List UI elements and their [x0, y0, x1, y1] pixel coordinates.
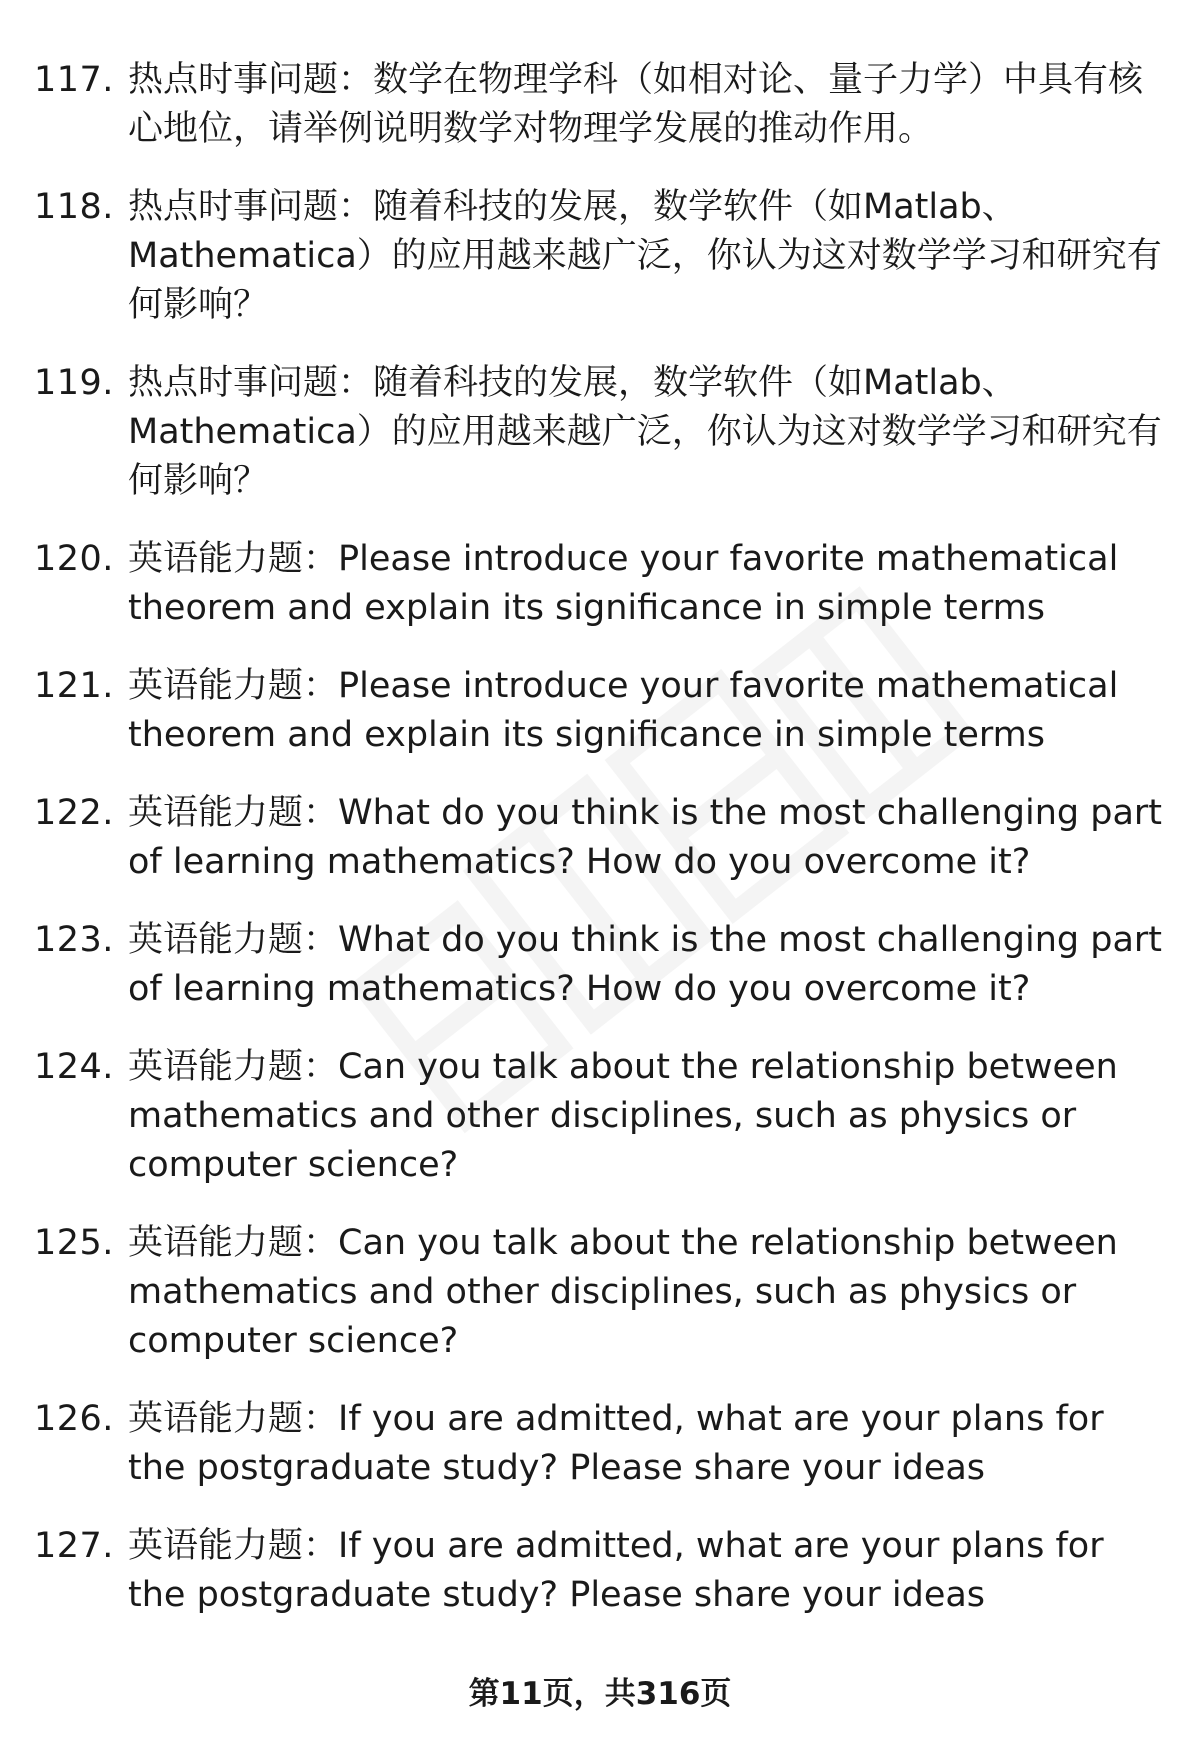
question-number: 122.	[34, 793, 114, 833]
question-item	[34, 1395, 1170, 1493]
question-item	[34, 789, 1170, 887]
question-item	[34, 1043, 1170, 1190]
question-body	[128, 789, 1170, 887]
question-number: 120.	[34, 539, 114, 579]
question-category: 热点时事问题：	[128, 187, 374, 227]
question-text: What do you think is the most challenging part of learning mathematics? How do you overcome it?	[128, 793, 1163, 882]
question-number: 125.	[34, 1223, 114, 1263]
question-text: Can you talk about the relationship between mathematics and other disciplines, such as physics or computer science?	[128, 1047, 1118, 1185]
question-text: Please introduce your favorite mathematical theorem and explain its significance in simple terms	[128, 666, 1119, 755]
question-number: 126.	[34, 1399, 114, 1439]
question-body	[128, 662, 1170, 760]
question-body	[128, 56, 1170, 154]
page-footer: 第11页，共316页	[468, 1676, 732, 1712]
question-text: What do you think is the most challenging part of learning mathematics? How do you overcome it?	[128, 920, 1163, 1009]
question-item	[34, 183, 1170, 330]
question-list	[34, 56, 1170, 1620]
question-body	[128, 183, 1170, 330]
question-number: 123.	[34, 920, 114, 960]
question-category: 热点时事问题：	[128, 363, 374, 403]
question-item	[34, 916, 1170, 1014]
question-item	[34, 1522, 1170, 1620]
question-body	[128, 1522, 1170, 1620]
question-item	[34, 56, 1170, 154]
question-item	[34, 535, 1170, 633]
question-body	[128, 535, 1170, 633]
question-number: 117.	[34, 60, 114, 100]
question-number: 121.	[34, 666, 114, 706]
question-category: 英语能力题：	[128, 666, 339, 706]
question-text: If you are admitted, what are your plans for the postgraduate study? Please share your ideas	[128, 1526, 1104, 1615]
question-item	[34, 359, 1170, 506]
question-body	[128, 1043, 1170, 1190]
question-text: Can you talk about the relationship between mathematics and other disciplines, such as physics or computer science?	[128, 1223, 1118, 1361]
question-text: If you are admitted, what are your plans for the postgraduate study? Please share your ideas	[128, 1399, 1104, 1488]
question-number: 119.	[34, 363, 114, 403]
question-category: 英语能力题：	[128, 793, 339, 833]
question-number: 127.	[34, 1526, 114, 1566]
question-number: 118.	[34, 187, 114, 227]
question-item	[34, 1219, 1170, 1366]
question-body	[128, 359, 1170, 506]
question-body	[128, 1219, 1170, 1366]
question-category: 英语能力题：	[128, 1399, 339, 1439]
question-text: Please introduce your favorite mathematical theorem and explain its significance in simple terms	[128, 539, 1119, 628]
question-category: 英语能力题：	[128, 920, 339, 960]
question-text: 随着科技的发展，数学软件（如Matlab、Mathematica）的应用越来越广泛，你认为这对数学学习和研究有何影响？	[128, 187, 1162, 325]
question-number: 124.	[34, 1047, 114, 1087]
question-category: 英语能力题：	[128, 1047, 339, 1087]
question-text: 数学在物理学科（如相对论、量子力学）中具有核心地位，请举例说明数学对物理学发展的推动作用。	[128, 60, 1144, 149]
question-category: 英语能力题：	[128, 1526, 339, 1566]
question-category: 英语能力题：	[128, 1223, 339, 1263]
question-category: 英语能力题：	[128, 539, 339, 579]
question-body	[128, 1395, 1170, 1493]
question-body	[128, 916, 1170, 1014]
question-item	[34, 662, 1170, 760]
question-category: 热点时事问题：	[128, 60, 374, 100]
question-text: 随着科技的发展，数学软件（如Matlab、Mathematica）的应用越来越广泛，你认为这对数学学习和研究有何影响？	[128, 363, 1162, 501]
